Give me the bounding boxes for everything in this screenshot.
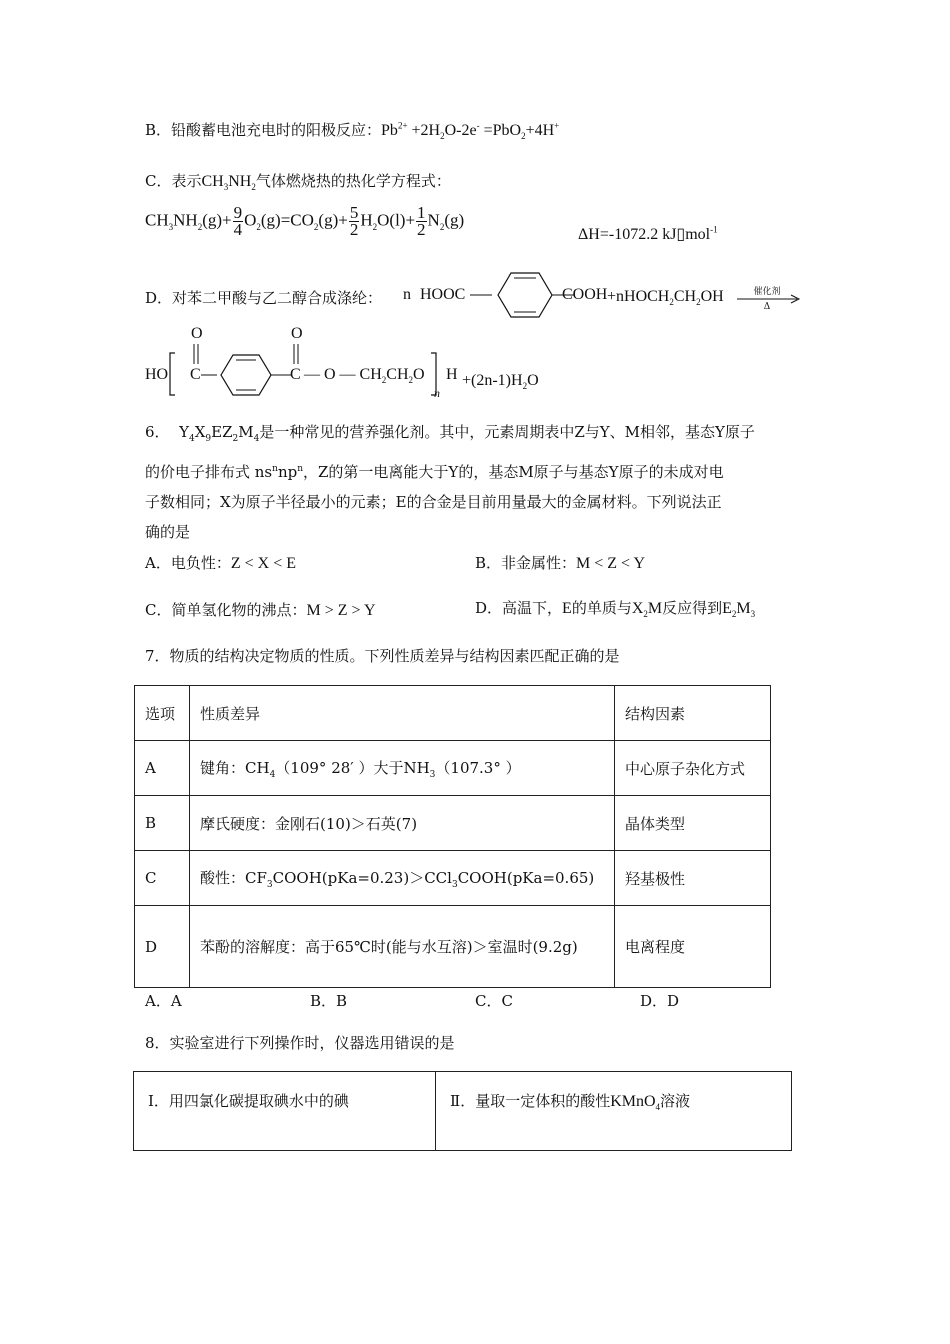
q7-choice-a[interactable]: A．A	[145, 992, 182, 1010]
q5-d-o-top2: O	[291, 325, 303, 342]
q7-table	[134, 685, 771, 988]
q5-d-water: $+(2n-1)H_2O$	[462, 372, 539, 392]
q5-b-equation: $Pb^{2+} +2H_2O-2e^- =PbO_2+4H^+$	[381, 120, 560, 142]
q7-header-factor: 结构因素	[615, 686, 771, 741]
q6-d-e: E	[562, 600, 572, 617]
q6-stem	[145, 417, 805, 547]
q6-stem-line: 的价电子排布式 $ns^nnp^n$，Z的第一电离能大于Y的，基态M原子与基态Y原子的未成对电	[145, 463, 724, 481]
q5-d-cooh: COOH	[562, 286, 608, 303]
q7-row-factor: 电离程度	[615, 906, 771, 988]
q7-choice-c[interactable]: C．C	[475, 992, 513, 1010]
q7-stem: 7．物质的结构决定物质的性质。下列性质差异与结构因素匹配正确的是	[145, 647, 620, 665]
q6-option-b[interactable]	[475, 552, 645, 573]
q7-row-property: 键角：$CH_4(109^\circ$ 28′ ）大于$NH_3(107.3^\circ$ ）	[190, 741, 615, 796]
q7-row-property: 苯酚的溶解度：高于65℃时(能与水互溶)＞室温时(9.2g)	[190, 906, 615, 988]
q5-c-thermo-equation: $CH_3NH_2(g)+$ $\frac{9}{4}$ $O_2(g)=CO_2(g)+$ $\frac{5}{2}$ $H_2O(l)+$ $\frac{1}{2}$ $N_2(g)$	[145, 203, 465, 239]
table-row	[134, 1072, 792, 1151]
q6-stem-line: 子数相同；X为原子半径最小的元素；E的合金是目前用量最大的金属材料。下列说法正	[145, 493, 722, 511]
q8-cell-2-formula: KMnO$_4$	[610, 1093, 661, 1113]
q6-option-d[interactable]	[475, 597, 755, 619]
q6-d-e2m3: $E_2M_3$	[722, 600, 756, 620]
table-row	[135, 741, 771, 796]
q7-row-option: B	[135, 796, 190, 851]
q5-d-h: H	[446, 366, 458, 383]
q6-stem-line: 6． $Y_4X_9EZ_2M_4$是一种常见的营养强化剂。其中，元素周期表中Z与Y、M相邻，基态Y原子	[145, 423, 755, 444]
q6-c-label: C．简单氢化物的沸点：	[145, 601, 307, 619]
q8-cell-1: Ⅰ．用四氯化碳提取碘水中的碘	[134, 1072, 436, 1151]
q7-row-option: C	[135, 851, 190, 906]
q7-row-property: 摩氏硬度：金刚石(10)＞石英(7)	[190, 796, 615, 851]
q6-d-label: D．高温下，	[475, 599, 563, 617]
table-row	[135, 851, 771, 906]
q7-header-property: 性质差异	[190, 686, 615, 741]
q5-d-ho: HO	[145, 366, 169, 383]
q7-row-option: A	[135, 741, 190, 796]
q8-cell-2	[436, 1072, 792, 1151]
q5-d-bracket-left	[168, 352, 176, 396]
q5-d-o-top1: O	[191, 325, 203, 342]
q6-stem-line: 确的是	[145, 523, 191, 541]
q7-row-option: D	[135, 906, 190, 988]
q5-d-n: n	[403, 286, 411, 303]
q7-header-row	[135, 686, 771, 741]
q5-c-tail: 气体燃烧热的热化学方程式：	[255, 172, 451, 190]
table-row	[135, 906, 771, 988]
q6-c-math: M > Z > Y	[306, 602, 376, 619]
q5-d-benzene-ring-2	[201, 350, 296, 400]
q8-cell-2-suffix: 溶液	[660, 1092, 691, 1110]
q8-cell-2-prefix: Ⅱ．量取一定体积的酸性	[450, 1092, 611, 1110]
q6-a-label: A．电负性：	[145, 554, 231, 572]
q7-header-option: 选项	[135, 686, 190, 741]
q7-row-factor: 羟基极性	[615, 851, 771, 906]
q5-d-double-bond-2	[293, 344, 299, 366]
q7-row-factor: 晶体类型	[615, 796, 771, 851]
q5-c-delta-h: ΔH=-1072.2 kJ▯mol$^{-1}$	[578, 224, 718, 243]
q5-d-label: D．对苯二甲酸与乙二醇合成涤纶：	[145, 289, 383, 307]
q5-d-c2: C	[290, 366, 301, 383]
q6-b-math: M < Z < Y	[576, 555, 646, 572]
table-row	[135, 796, 771, 851]
q5-b-label: B．铅酸蓄电池充电时的阳极反应：	[145, 121, 382, 139]
q5-d-hooc: HOOC	[420, 286, 466, 303]
q5-d-c1: C	[190, 366, 201, 383]
q5-option-d	[145, 287, 382, 308]
q5-c-label: C．表示	[145, 172, 202, 190]
q6-option-a[interactable]	[145, 552, 296, 573]
q5-d-condition-top: 催化剂	[753, 287, 781, 297]
q6-d-mid: 的单质与	[571, 599, 632, 617]
q5-option-b	[145, 119, 559, 141]
q5-c-formula: $CH_3NH_2$	[201, 173, 256, 193]
q8-table	[133, 1071, 792, 1151]
q5-d-condition-bottom: Δ	[763, 302, 771, 312]
q6-b-label: B．非金属性：	[475, 554, 577, 572]
q5-option-c	[145, 170, 451, 192]
q6-a-math: Z < X < E	[230, 555, 296, 572]
q6-d-x2m: $X_2M$	[631, 600, 663, 620]
q5-d-double-bond-1	[193, 344, 199, 366]
q6-option-c[interactable]	[145, 599, 376, 620]
q8-stem: 8．实验室进行下列操作时，仪器选用错误的是	[145, 1034, 455, 1052]
q7-row-property: 酸性：$CF_3COOH(pKa=0.23)>CCl_3COOH(pKa=0.65)$	[190, 851, 615, 906]
q5-d-n-subscript: n	[434, 386, 440, 400]
q7-choice-d[interactable]: D．D	[640, 992, 680, 1010]
q5-d-ester-chain: — O — $CH_2CH_2O$	[304, 366, 425, 386]
q7-choice-b[interactable]: B．B	[310, 992, 348, 1010]
q7-row-factor: 中心原子杂化方式	[615, 741, 771, 796]
q6-d-tail: 反应得到	[662, 599, 723, 617]
q5-d-glycol: $+nHOCH_2CH_2OH$	[607, 288, 724, 308]
